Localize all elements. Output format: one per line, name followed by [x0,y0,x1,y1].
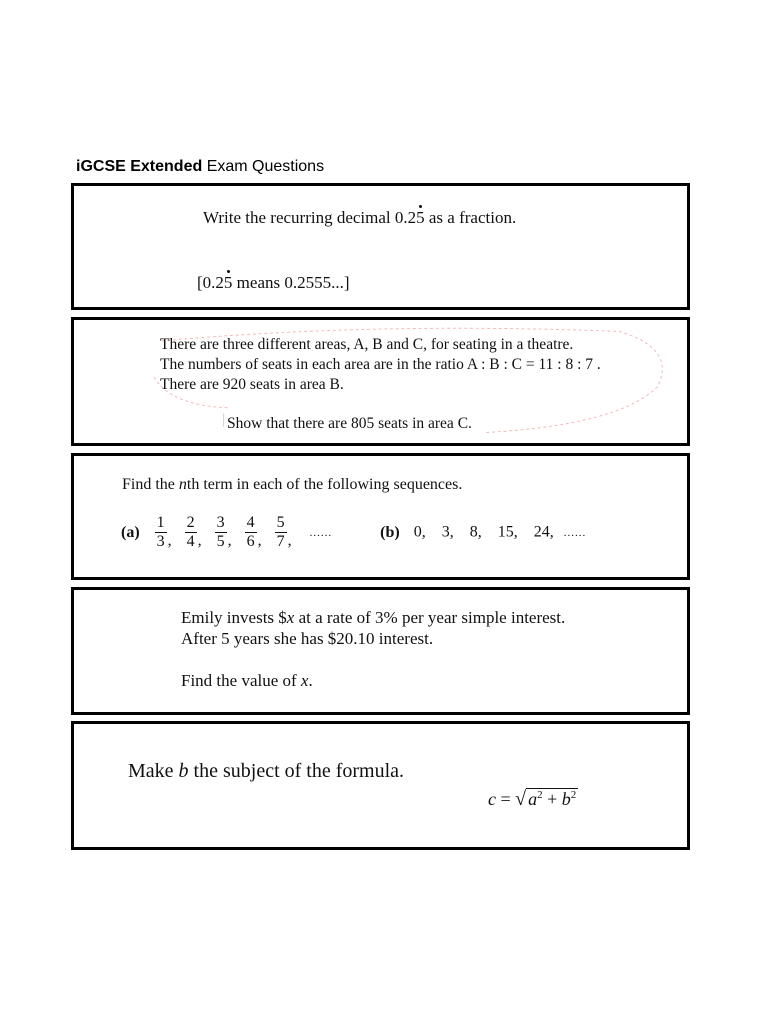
q1-line2 [197,273,350,293]
q4-line3-pre: Find the value of [181,671,301,690]
q3-sequence-row [121,514,586,551]
q4-line1-var: x [286,608,295,627]
comma: , [287,531,292,549]
fraction-5 [275,514,287,551]
q5-text-var: b [178,760,189,782]
q2-line2: The numbers of seats in each area are in the ratio A : B : C = 11 : 8 : 7 . [160,356,601,373]
formula-b: b [561,789,571,809]
q1-line1 [203,208,516,228]
q4-line1-pre: Emily invests $ [181,608,287,627]
q1-line2-pre: [0.2 [197,273,224,292]
question-box-sequences [71,453,690,580]
fraction-1-num: 1 [156,514,165,531]
comma: , [257,531,262,549]
q1-line1-pre: Write the recurring decimal 0.2 [203,208,417,227]
q4-line3-var: x [300,671,309,690]
square-root-icon: √ [515,788,527,810]
q2-line3: There are 920 seats in area B. [160,376,344,393]
q3-part-b-label: (b) [380,523,400,541]
q1-recurring-digit-2: 5 [223,273,233,292]
q1-recurring-digit: 5 [416,208,425,227]
formula-radicand [526,788,578,809]
q4-line1 [181,608,565,628]
q4-line3 [181,671,313,691]
fraction-2-num: 2 [186,514,195,531]
comma: , [227,531,232,549]
page-header [76,158,324,176]
question-box-formula [71,721,690,850]
q3-part-b-sequence: 0, 3, 8, 15, 24, [413,523,554,541]
q3-part-a-label: (a) [121,523,140,541]
formula-a: a [528,789,538,809]
header-rest: Exam Questions [202,158,325,175]
formula-b-exponent: 2 [570,789,577,801]
q3-part-b-dots: ...... [563,526,587,539]
q5-text-post: the subject of the formula. [188,760,405,782]
formula-equals: = [496,789,516,809]
question-box-recurring-decimal [71,183,690,310]
question-box-simple-interest [71,587,690,715]
fraction-4 [245,514,257,551]
q5-text [128,760,404,783]
fraction-2 [185,514,197,551]
q2-line4: Show that there are 805 seats in area C. [227,415,472,432]
q1-line2-post: means 0.2555...] [232,273,350,292]
q3-intro [122,476,462,494]
fraction-5-den: 7 [276,533,285,550]
q4-line3-post: . [308,671,313,690]
q3-part-a-dots: ...... [309,526,333,539]
fraction-5-num: 5 [276,514,285,531]
formula-c: c [488,789,496,809]
q3-intro-post: th term in each of the following sequences. [186,476,463,493]
q5-formula [488,788,578,811]
fraction-3 [215,514,227,551]
fraction-3-num: 3 [216,514,225,531]
fraction-2-den: 4 [186,533,195,550]
q3-intro-pre: Find the [122,476,179,493]
formula-a-exponent: 2 [537,789,543,801]
q5-text-pre: Make [128,760,179,782]
fraction-1 [155,514,167,551]
comma: , [167,531,172,549]
comma: , [197,531,202,549]
formula-plus: + [542,789,562,809]
fraction-1-den: 3 [156,533,165,550]
header-bold: iGCSE Extended [76,158,203,175]
q4-line2: After 5 years she has $20.10 interest. [181,629,434,648]
fraction-3-den: 5 [216,533,225,550]
fraction-4-den: 6 [246,533,255,550]
fraction-4-num: 4 [246,514,255,531]
q3-intro-n: n [178,476,187,493]
q4-line1-post: at a rate of 3% per year simple interest. [294,608,566,627]
q2-line1: There are three different areas, A, B and C, for seating in a theatre. [160,336,574,353]
q1-line1-post: as a fraction. [424,208,517,227]
question-box-ratio [71,317,690,446]
